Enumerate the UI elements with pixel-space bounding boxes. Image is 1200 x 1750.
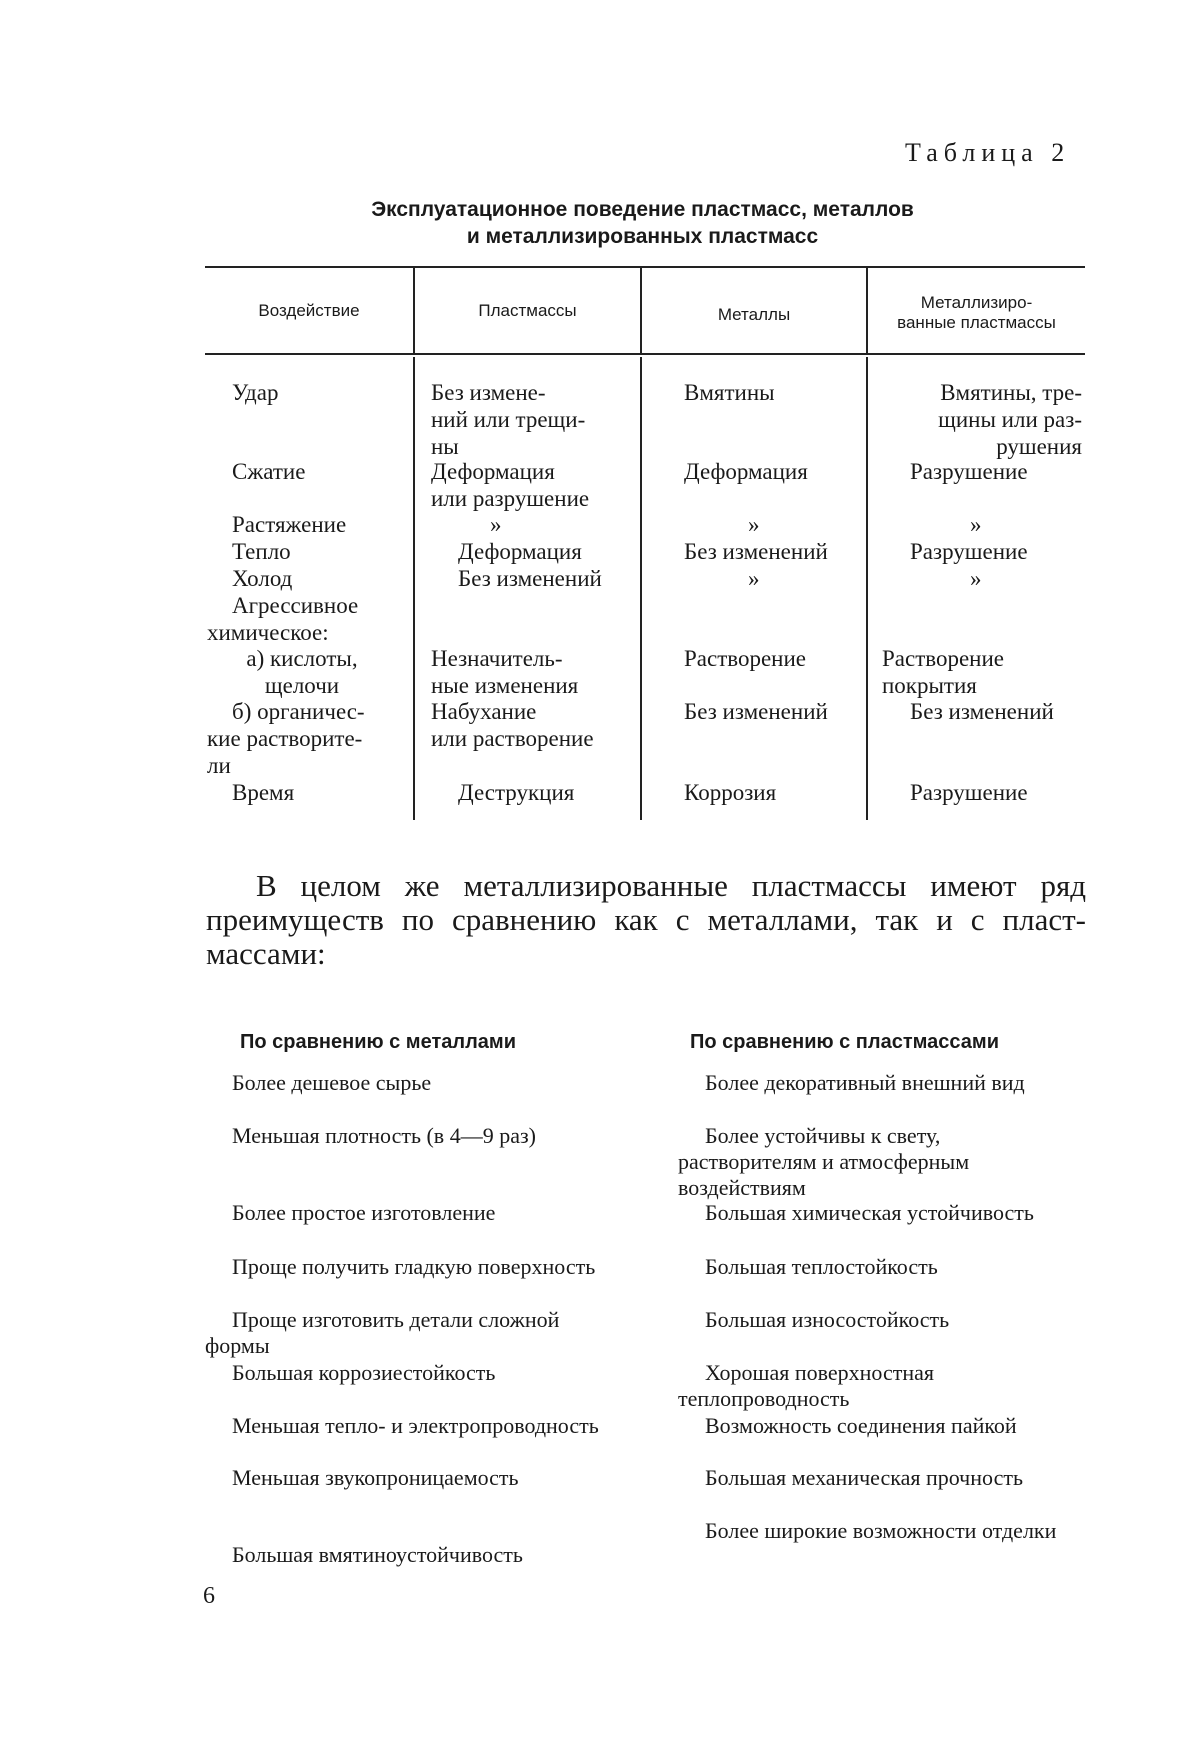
cell-impact: б) органичес- кие растворите- ли [207, 699, 365, 778]
list-item: Меньшая звукопроницаемость [232, 1465, 519, 1490]
cell-plastics: Деструкция [458, 780, 575, 805]
list-item: Проще получить гладкую поверхность [232, 1254, 596, 1279]
cell-metals: Без изменений [684, 699, 828, 724]
list-item: Большая износостойкость [705, 1307, 950, 1332]
list-item: Возможность соединения пайкой [705, 1413, 1017, 1438]
table-caption-line-1: Эксплуатационное поведение пластмасс, металлов [371, 198, 914, 221]
cell-plastics: Деформация [458, 539, 582, 564]
table-header-rule [205, 353, 1085, 355]
column-header-metals: Металлы [717, 305, 791, 324]
list-item: Проще изготовить детали сложной формы [205, 1307, 560, 1358]
cell-metals: Без изменений [684, 539, 828, 564]
table-caption-line-2: и металлизированных пластмасс [466, 225, 819, 248]
cell-impact: Агрессивное химическое: [207, 593, 359, 645]
cell-metallized: Разрушение [910, 539, 1028, 564]
cell-plastics: » [490, 512, 502, 537]
cell-metals: » [748, 566, 760, 591]
body-paragraph: В целом же металлизированные пластмассы имеют ряд преимуществ по сравнению как с металлами, так и с пласт-массами: [206, 868, 1086, 971]
cell-metallized: » [970, 566, 982, 591]
column-header-metallized-plastics: Металлизиро- ванные пластмассы [897, 293, 1056, 332]
cell-impact: а) кислоты, щелочи [246, 646, 358, 698]
list-item: Большая теплостойкость [705, 1254, 938, 1279]
list-item: Большая вмятиноустойчивость [232, 1542, 523, 1567]
cell-impact: Время [232, 780, 295, 805]
list-item: Более простое изготовление [232, 1200, 496, 1225]
cell-metallized: Разрушение [910, 459, 1028, 484]
cell-impact: Холод [232, 566, 293, 591]
list-item: Более широкие возможности отделки [705, 1518, 1057, 1543]
cell-plastics: Без изменений [458, 566, 602, 591]
cell-impact: Сжатие [232, 459, 306, 484]
cell-plastics: Без измене- ний или трещи- ны [431, 380, 586, 459]
cell-metallized: Без изменений [910, 699, 1054, 724]
cell-metals: Вмятины [684, 380, 775, 405]
metals-heading: По сравнению с металлами [240, 1031, 516, 1053]
cell-metals: Растворение [684, 646, 806, 671]
cell-impact: Растяжение [232, 512, 347, 537]
cell-metals: » [748, 512, 760, 537]
column-divider [866, 357, 868, 820]
list-item: Хорошая поверхностная теплопроводность [678, 1360, 934, 1411]
list-item: Меньшая тепло- и электропроводность [232, 1413, 599, 1438]
cell-metals: Деформация [684, 459, 808, 484]
list-item: Более дешевое сырье [232, 1070, 432, 1095]
column-header-impact: Воздействие [258, 301, 360, 320]
page-number: 6 [203, 1583, 215, 1609]
table-label: Таблица 2 [905, 138, 1071, 167]
cell-metallized: Вмятины, тре- щины или раз- рушения [938, 380, 1082, 459]
list-item: Более декоративный внешний вид [705, 1070, 1025, 1095]
list-item: Большая коррозиестойкость [232, 1360, 496, 1385]
cell-metals: Коррозия [684, 780, 777, 805]
list-item: Более устойчивы к свету, растворителям и атмосферным воздействиям [678, 1123, 970, 1200]
cell-metallized: Разрушение [910, 780, 1028, 805]
cell-metallized: Растворение покрытия [882, 646, 1004, 698]
plastics-heading: По сравнению с пластмассами [690, 1031, 999, 1053]
column-header-plastics: Пластмассы [478, 301, 577, 320]
cell-metallized: » [970, 512, 982, 537]
list-item: Меньшая плотность (в 4—9 раз) [232, 1123, 536, 1148]
cell-impact: Тепло [232, 539, 291, 564]
list-item: Большая химическая устойчивость [705, 1200, 1034, 1225]
list-item: Большая механическая прочность [705, 1465, 1023, 1490]
cell-plastics: Деформация или разрушение [431, 459, 590, 511]
table-top-rule [205, 266, 1085, 268]
cell-plastics: Набухание или растворение [431, 699, 594, 751]
cell-impact: Удар [232, 380, 279, 405]
cell-plastics: Незначитель- ные изменения [431, 646, 579, 698]
column-divider [640, 357, 642, 820]
column-divider [413, 357, 415, 820]
